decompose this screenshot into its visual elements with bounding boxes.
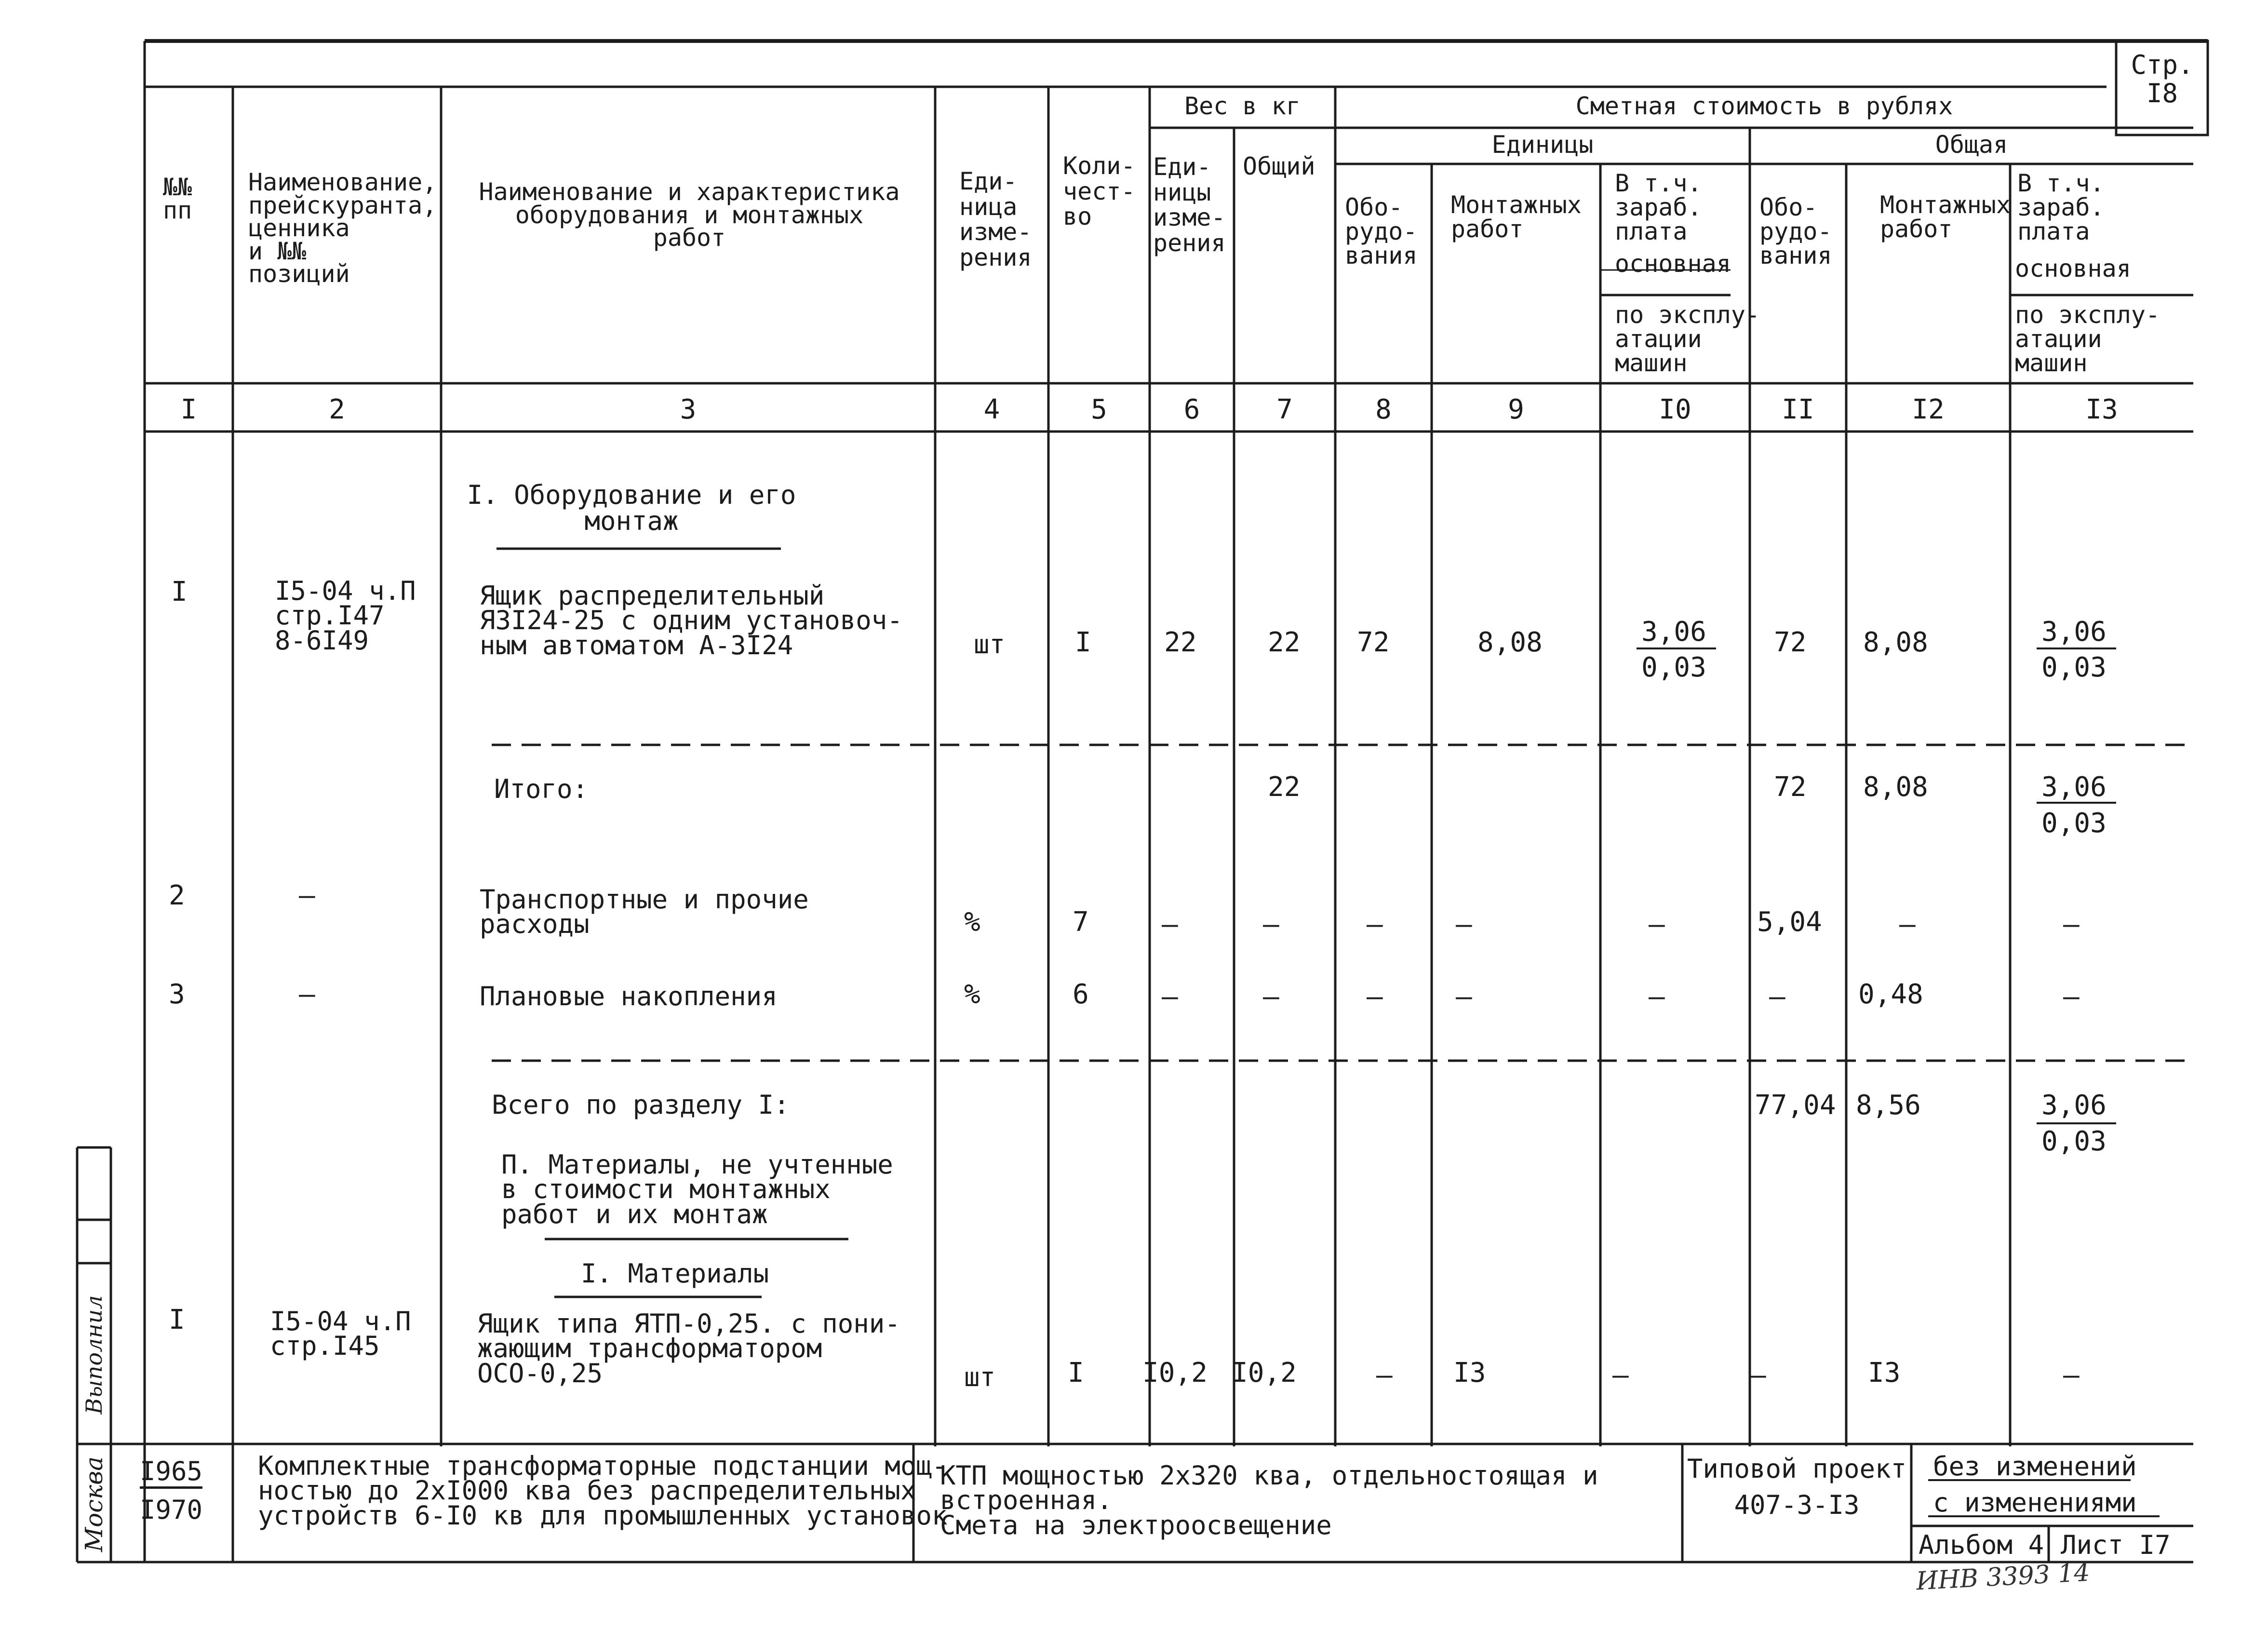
col-number-3: 3 xyxy=(680,394,697,425)
subtotal-total-equip: 72 xyxy=(1774,771,1807,803)
page-label: Стр. xyxy=(2131,50,2194,80)
row1-weight-unit: 22 xyxy=(1164,627,1197,658)
page-value: I8 xyxy=(2146,78,2178,109)
row4-qty: I xyxy=(1068,1357,1084,1389)
row4-weight-total: I0,2 xyxy=(1232,1357,1297,1389)
row3-name: Плановые накопления xyxy=(480,981,778,1011)
inventory-stamp: ИНВ 3393 14 xyxy=(1915,1558,2091,1596)
header-weight-group: Вес в кг xyxy=(1184,92,1301,120)
footer-sheet: Лист I7 xyxy=(2061,1530,2171,1560)
row2-total-equip: 5,04 xyxy=(1757,906,1822,938)
row4-total-incl: – xyxy=(2063,1360,2080,1391)
row2-weight-unit: – xyxy=(1162,909,1178,940)
row1-units-machines: 0,03 xyxy=(1641,652,1706,683)
row3-total-incl: – xyxy=(2063,981,2080,1012)
subtotal-weight-total: 22 xyxy=(1268,771,1301,803)
row4-units-mount: I3 xyxy=(1453,1357,1486,1389)
row1-name: Ящик распределительный Я3I24-25 с одним установоч- ным автоматом А-3I24 xyxy=(480,580,903,661)
footer-album: Альбом 4 xyxy=(1919,1530,2044,1560)
section-1-total-machines: 0,03 xyxy=(2041,1126,2107,1157)
header-units-incl: В т.ч. зараб. плата xyxy=(1615,169,1702,245)
footer-project-number: 407-3-I3 xyxy=(1734,1490,1860,1520)
header-units-equip: Обо- рудо- вания xyxy=(1345,193,1418,270)
row1-total-machines: 0,03 xyxy=(2041,652,2107,683)
header-col-pricelist: Наименование, прейскуранта, ценника и №№ позиций xyxy=(248,168,437,288)
header-units-mount: Монтажных работ xyxy=(1451,191,1582,243)
subtotal-total-machines: 0,03 xyxy=(2041,808,2107,839)
footer-year-start: I965 xyxy=(140,1458,202,1489)
col-number-9: 9 xyxy=(1508,394,1524,425)
row3-total-equip: – xyxy=(1769,981,1785,1012)
section-2-subtitle: I. Материалы xyxy=(581,1258,769,1289)
footer-status-changed: с изменениями xyxy=(1933,1487,2137,1518)
row2-units-mount: – xyxy=(1456,909,1472,940)
row1-units-basic: 3,06 xyxy=(1641,616,1706,647)
row4-weight-unit: I0,2 xyxy=(1142,1357,1208,1389)
row3-units-equip: – xyxy=(1367,981,1383,1012)
footer-subject: КТП мощностью 2х320 ква, отдельностоящая и встроенная. Смета на электроосвещение xyxy=(940,1460,1598,1540)
col-number-7: 7 xyxy=(1276,394,1293,425)
col-number-1: I xyxy=(180,394,197,425)
col-number-5: 5 xyxy=(1091,394,1107,425)
row1-units-equip: 72 xyxy=(1357,627,1390,658)
header-col-number: №№ пп xyxy=(163,173,192,224)
row3-num: 3 xyxy=(169,979,185,1010)
section-1-total-equip: 77,04 xyxy=(1755,1090,1836,1121)
row1-total-equip: 72 xyxy=(1774,627,1807,658)
row2-weight-total: – xyxy=(1263,909,1279,940)
footer-project-label: Типовой проект xyxy=(1687,1454,1907,1484)
header-cost-group: Сметная стоимость в рублях xyxy=(1575,92,1953,120)
row3-qty: 6 xyxy=(1073,979,1089,1010)
row2-total-mount: – xyxy=(1899,909,1916,940)
subtotal-total-mount: 8,08 xyxy=(1863,771,1928,803)
row2-name: Транспортные и прочие расходы xyxy=(480,884,809,940)
header-units-group: Единицы xyxy=(1491,131,1594,159)
col-number-2: 2 xyxy=(329,394,345,425)
col-number-4: 4 xyxy=(983,394,1000,425)
row4-name: Ящик типа ЯТП-0,25. с пони- жающим трансформатором ОСО-0,25 xyxy=(477,1308,900,1389)
row2-units-equip: – xyxy=(1367,909,1383,940)
row3-units-mount: – xyxy=(1456,981,1472,1012)
row2-units-incl: – xyxy=(1649,909,1665,940)
row3-price: – xyxy=(299,979,315,1010)
row4-units-equip: – xyxy=(1376,1360,1393,1391)
section-1-total-label: Всего по разделу I: xyxy=(492,1090,790,1120)
col-number-12: I2 xyxy=(1912,394,1945,425)
header-units-incl-machines: по эксплу- атации машин xyxy=(1615,301,1760,377)
row1-units-mount: 8,08 xyxy=(1477,627,1543,658)
row2-num: 2 xyxy=(169,880,185,911)
header-col-qty: Коли- чест- во xyxy=(1063,152,1136,230)
row3-units-incl: – xyxy=(1649,981,1665,1012)
row4-units-incl: – xyxy=(1612,1360,1629,1391)
header-units-incl-basic: основная xyxy=(1615,250,1731,278)
subtotal-label: Итого: xyxy=(494,774,589,804)
footer-description: Комплектные трансформаторные подстанции мощ- ностью до 2хI000 ква без распределительных устройств 6-I0 кв для промышленных установок xyxy=(258,1451,948,1531)
row4-total-equip: – xyxy=(1750,1360,1766,1391)
row2-total-incl: – xyxy=(2063,909,2080,940)
row4-num: I xyxy=(169,1304,185,1335)
margin-executed: Выполнил xyxy=(81,1295,107,1415)
col-number-8: 8 xyxy=(1375,394,1392,425)
row1-total-basic: 3,06 xyxy=(2041,616,2107,647)
row1-num: I xyxy=(171,576,188,607)
header-total-incl-machines: по эксплу- атации машин xyxy=(2015,301,2161,377)
col-number-13: I3 xyxy=(2085,394,2118,425)
header-col-name: Наименование и характеристика оборудования и монтажных работ xyxy=(479,178,900,252)
header-total-mount: Монтажных работ xyxy=(1880,191,2011,243)
row2-qty: 7 xyxy=(1073,906,1089,938)
section-1-total-mount: 8,56 xyxy=(1856,1090,1921,1121)
header-weight-unit: Еди- ницы изме- рения xyxy=(1153,153,1226,257)
header-weight-total: Общий xyxy=(1243,152,1315,180)
row3-unit: % xyxy=(964,979,980,1010)
footer-status-unchanged: без изменений xyxy=(1933,1451,2137,1482)
row4-unit: шт xyxy=(964,1362,996,1392)
col-number-10: I0 xyxy=(1659,394,1691,425)
col-number-6: 6 xyxy=(1183,394,1200,425)
header-total-incl-basic: основная xyxy=(2015,255,2131,283)
header-total-equip: Обо- рудо- вания xyxy=(1759,193,1832,270)
row4-price: I5-04 ч.П стр.I45 xyxy=(270,1306,411,1362)
section-2-title: П. Материалы, не учтенные в стоимости монтажных работ и их монтаж xyxy=(501,1149,893,1229)
row4-total-mount: I3 xyxy=(1868,1357,1901,1389)
row1-weight-total: 22 xyxy=(1268,627,1301,658)
header-total-group: Общая xyxy=(1935,131,2008,159)
margin-city: Москва xyxy=(80,1456,108,1552)
col-number-11: II xyxy=(1782,394,1814,425)
header-col-unit: Еди- ница изме- рения xyxy=(959,167,1032,271)
subtotal-total-basic: 3,06 xyxy=(2041,771,2107,803)
row1-qty: I xyxy=(1075,627,1091,658)
row2-unit: % xyxy=(964,906,980,938)
row3-weight-unit: – xyxy=(1162,981,1178,1012)
row1-price: I5-04 ч.П стр.I47 8-6I49 xyxy=(275,576,416,656)
footer-year-end: I970 xyxy=(140,1495,203,1525)
row3-weight-total: – xyxy=(1263,981,1279,1012)
row1-unit: шт xyxy=(974,629,1006,660)
row1-total-mount: 8,08 xyxy=(1863,627,1928,658)
section-1-title: I. Оборудование и его монтаж xyxy=(467,480,796,536)
row2-price: – xyxy=(299,880,315,911)
header-total-incl: В т.ч. зараб. плата xyxy=(2017,169,2105,245)
row3-total-mount: 0,48 xyxy=(1858,979,1923,1010)
section-1-total-basic: 3,06 xyxy=(2041,1090,2107,1121)
